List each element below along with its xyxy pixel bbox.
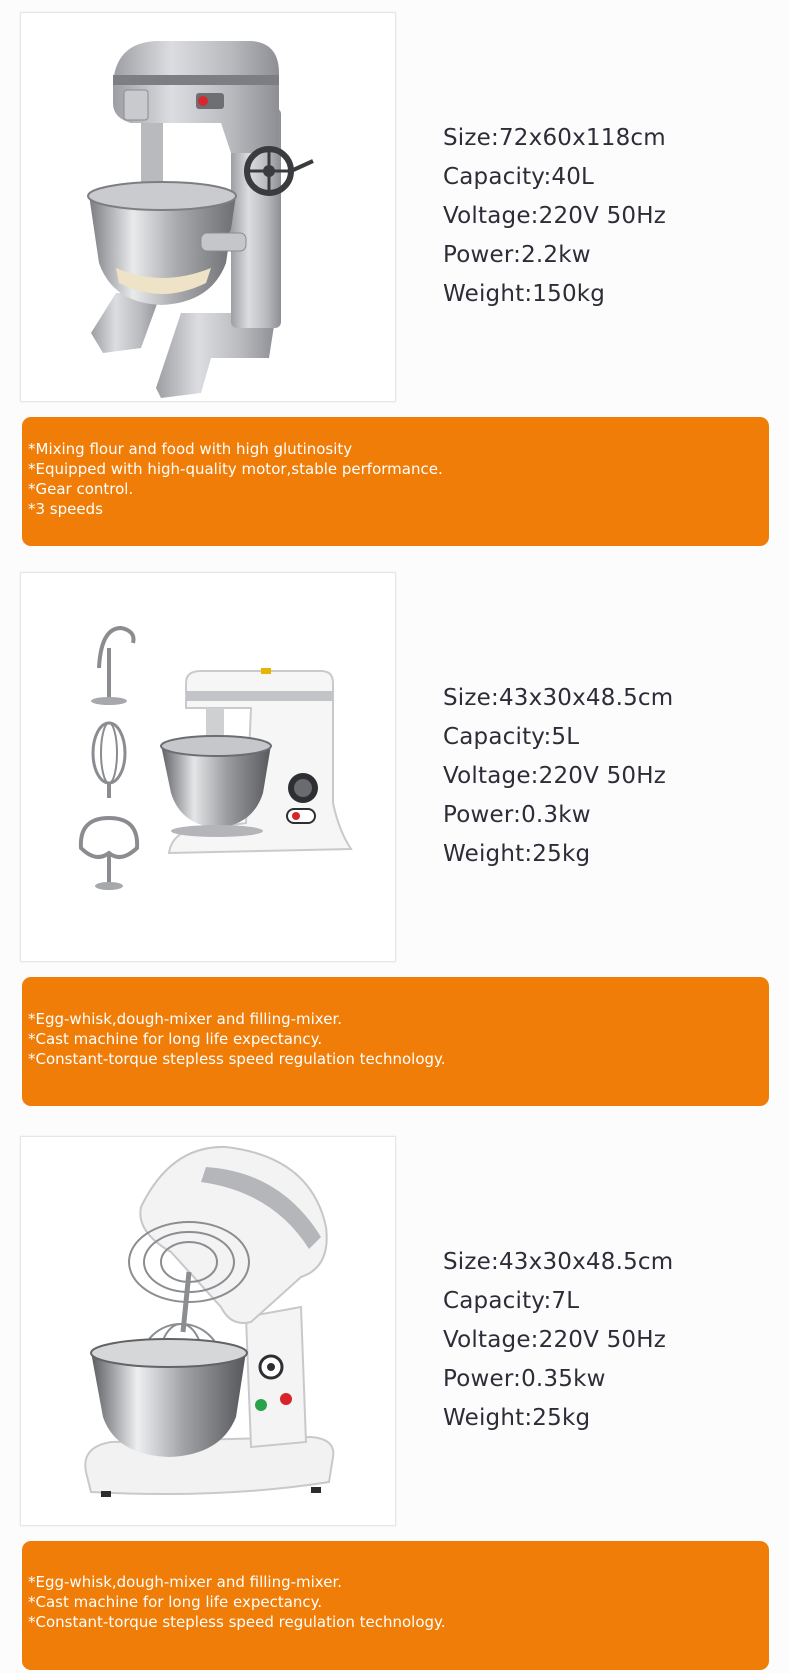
spec-size: Size:72x60x118cm bbox=[443, 125, 666, 151]
spec-power: Power:0.35kw bbox=[443, 1366, 606, 1392]
feature-item: *Mixing flour and food with high glutinosity bbox=[28, 440, 353, 458]
spec-voltage: Voltage:220V 50Hz bbox=[443, 1327, 667, 1353]
spec-weight: Weight:150kg bbox=[443, 281, 606, 307]
spec-size: Size:43x30x48.5cm bbox=[443, 685, 674, 711]
feature-item: *3 speeds bbox=[28, 500, 103, 518]
product-image-card bbox=[20, 12, 396, 402]
spec-list bbox=[443, 1243, 773, 1438]
spec-weight: Weight:25kg bbox=[443, 841, 591, 867]
tilt-head-mixer-icon bbox=[21, 1137, 396, 1526]
feature-item: *Constant-torque stepless speed regulation technology. bbox=[28, 1050, 446, 1068]
spec-capacity: Capacity:7L bbox=[443, 1288, 580, 1314]
feature-banner bbox=[22, 1541, 769, 1670]
spec-voltage: Voltage:220V 50Hz bbox=[443, 203, 667, 229]
product-image-card bbox=[20, 1136, 396, 1526]
feature-item: *Cast machine for long life expectancy. bbox=[28, 1593, 323, 1611]
spec-list bbox=[443, 679, 773, 874]
feature-item: *Egg-whisk,dough-mixer and filling-mixer. bbox=[28, 1573, 343, 1591]
feature-list bbox=[28, 1572, 446, 1632]
feature-list bbox=[28, 439, 443, 519]
feature-list bbox=[28, 1009, 446, 1069]
feature-item: *Constant-torque stepless speed regulation technology. bbox=[28, 1613, 446, 1631]
feature-banner bbox=[22, 417, 769, 546]
spec-power: Power:0.3kw bbox=[443, 802, 591, 828]
spec-list bbox=[443, 119, 773, 314]
feature-banner bbox=[22, 977, 769, 1106]
spec-size: Size:43x30x48.5cm bbox=[443, 1249, 674, 1275]
stand-mixer-icon bbox=[21, 573, 396, 962]
spec-voltage: Voltage:220V 50Hz bbox=[443, 763, 667, 789]
spec-power: Power:2.2kw bbox=[443, 242, 591, 268]
spec-capacity: Capacity:40L bbox=[443, 164, 595, 190]
feature-item: *Equipped with high-quality motor,stable performance. bbox=[28, 460, 443, 478]
feature-item: *Egg-whisk,dough-mixer and filling-mixer. bbox=[28, 1010, 343, 1028]
spec-weight: Weight:25kg bbox=[443, 1405, 591, 1431]
product-image-card bbox=[20, 572, 396, 962]
feature-item: *Gear control. bbox=[28, 480, 134, 498]
spec-capacity: Capacity:5L bbox=[443, 724, 580, 750]
feature-item: *Cast machine for long life expectancy. bbox=[28, 1030, 323, 1048]
planetary-mixer-icon bbox=[21, 13, 396, 402]
